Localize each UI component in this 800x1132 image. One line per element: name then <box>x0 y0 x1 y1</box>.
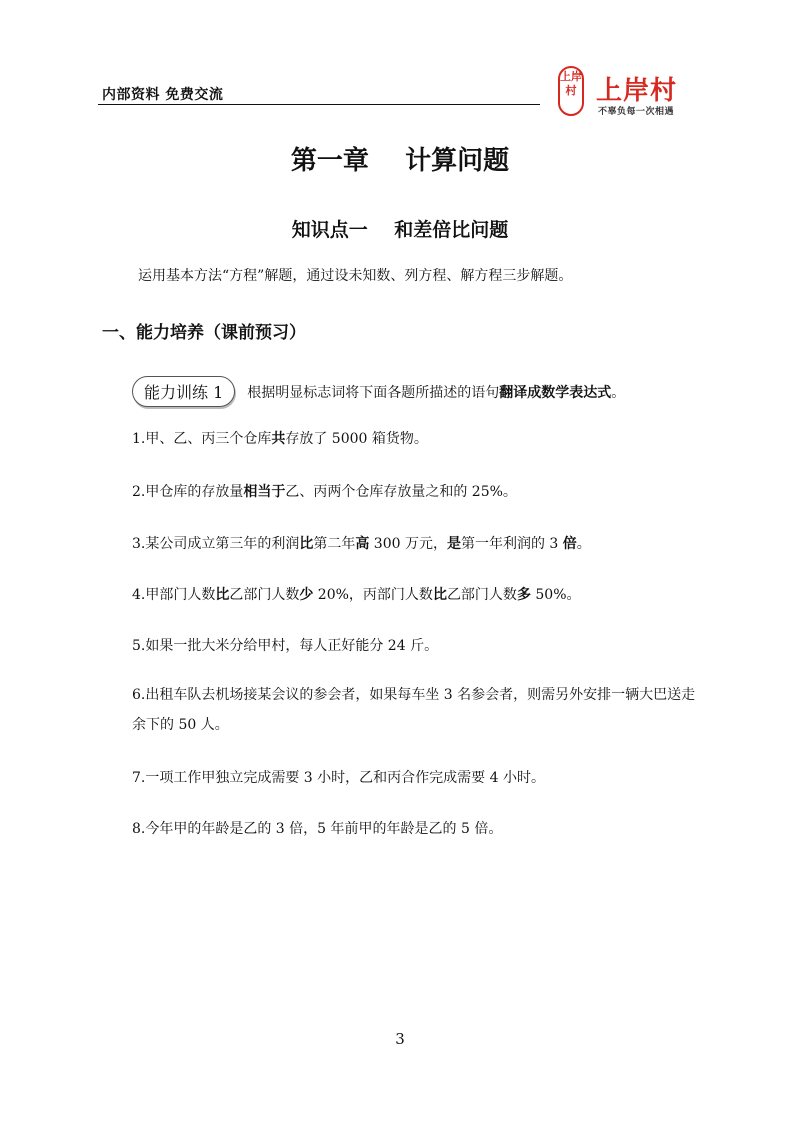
header-note: 内部资料 免费交流 <box>102 87 224 103</box>
question-1: 1.甲、乙、丙三个仓库共存放了 5000 箱货物。 <box>132 431 428 447</box>
training-block <box>132 376 625 408</box>
question-7: 7.一项工作甲独立完成需要 3 小时，乙和丙合作完成需要 4 小时。 <box>132 770 545 786</box>
logo-brand-name: 上岸村 <box>596 76 678 106</box>
section-heading: 一、能力培养（课前预习） <box>102 323 306 343</box>
logo-slogan: 不辜负每一次相遇 <box>598 107 675 117</box>
question-3: 3.某公司成立第三年的利润比第二年高 300 万元，是第一年利润的 3 倍。 <box>132 536 591 552</box>
intro-paragraph: 运用基本方法“方程”解题，通过设未知数、列方程、解方程三步解题。 <box>138 268 573 284</box>
training-instruction: 根据明显标志词将下面各题所描述的语句翻译成数学表达式。 <box>247 384 626 401</box>
chapter-title: 第一章 计算问题 <box>290 146 510 176</box>
question-6: 6.出租车队去机场接某会议的参会者，如果每车坐 3 名参会者，则需另外安排一辆大巴送走余下的 50 人。 <box>132 687 696 733</box>
question-5: 5.如果一批大米分给甲村，每人正好能分 24 斤。 <box>132 638 439 654</box>
brand-logo <box>558 66 718 122</box>
question-8: 8.今年甲的年龄是乙的 3 倍，5 年前甲的年龄是乙的 5 倍。 <box>132 821 503 837</box>
knowledge-point-title: 知识点一 和差倍比问题 <box>291 219 509 241</box>
header-rule <box>98 104 540 105</box>
page-number: 3 <box>395 1030 405 1048</box>
question-2: 2.甲仓库的存放量相当于乙、丙两个仓库存放量之和的 25%。 <box>132 484 517 500</box>
training-label-badge: 能力训练 1 <box>132 376 235 407</box>
logo-seal-icon: 上岸村 <box>558 66 584 116</box>
question-4: 4.甲部门人数比乙部门人数少 20%，丙部门人数比乙部门人数多 50%。 <box>132 587 581 603</box>
